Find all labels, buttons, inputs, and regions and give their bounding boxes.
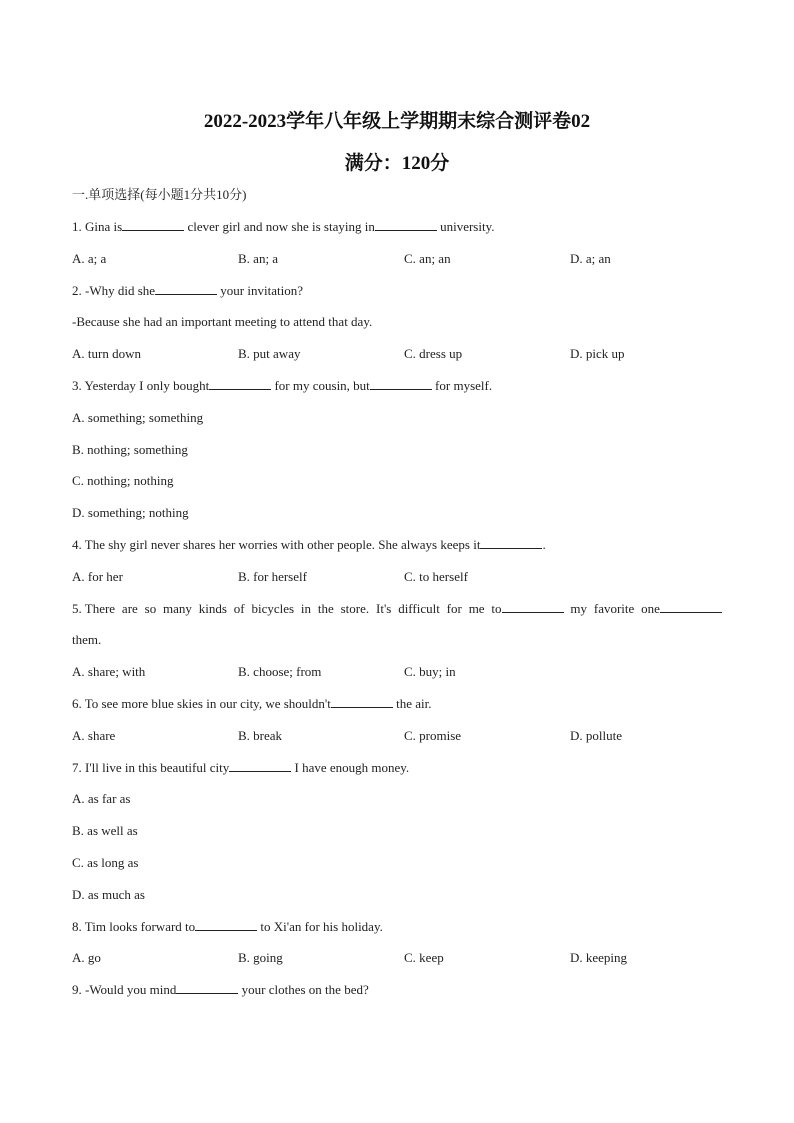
question-word: kinds (198, 601, 227, 616)
option-d: D. a; an (570, 251, 611, 266)
section-heading: 一.单项选择(每小题1分共10分) (72, 187, 247, 202)
answer-blank (502, 600, 564, 613)
option-c: C. dress up (404, 346, 463, 361)
question-word: of (233, 601, 245, 616)
option-a: A. as far as (72, 791, 131, 806)
option-c: C. an; an (404, 251, 451, 266)
option-b: B. going (238, 950, 283, 965)
option-c: C. as long as (72, 855, 139, 870)
option-c: C. keep (404, 950, 444, 965)
answer-blank (660, 600, 722, 613)
question-word: to (491, 601, 502, 616)
question-word: store. (340, 601, 370, 616)
question-text: the air. (396, 696, 432, 711)
question-text: 1. Gina is (72, 219, 123, 234)
question-word: the (317, 601, 334, 616)
option-d: D. keeping (570, 950, 628, 965)
question-text: for myself. (435, 378, 493, 393)
question-8 (72, 918, 383, 936)
total-score: 满分：120分 (344, 153, 450, 174)
question-word: so (144, 601, 157, 616)
question-2 (72, 282, 303, 300)
answer-blank (480, 536, 542, 549)
question-text: 6. To see more blue skies in our city, we shouldn't (72, 696, 331, 711)
question-word: for (446, 601, 462, 616)
option-d: D. pollute (570, 728, 622, 743)
question-3 (72, 377, 492, 395)
answer-blank (195, 918, 257, 931)
option-a: A. turn down (72, 346, 141, 361)
option-a: A. share (72, 728, 116, 743)
question-text: clever girl and now she is staying in (187, 219, 375, 234)
dialogue-reply: -Because she had an important meeting to attend that day. (72, 314, 373, 329)
answer-blank (122, 218, 184, 231)
option-a: A. a; a (72, 251, 107, 266)
answer-blank (370, 377, 432, 390)
answer-blank (176, 981, 238, 994)
option-c: C. promise (404, 728, 462, 743)
question-text: 7. I'll live in this beautiful city (72, 760, 230, 775)
question-word: bicycles (251, 601, 295, 616)
question-1 (72, 218, 495, 236)
answer-blank (331, 695, 393, 708)
question-text: 8. Tim looks forward to (72, 919, 196, 934)
question-word: my (570, 601, 588, 616)
question-5 (72, 600, 722, 618)
option-a: A. share; with (72, 664, 146, 679)
question-text: your clothes on the bed? (241, 982, 369, 997)
question-word: 5. There (72, 601, 116, 616)
option-b: B. for herself (238, 569, 307, 584)
question-text: for my cousin, but (274, 378, 370, 393)
option-b: B. nothing; something (72, 442, 188, 457)
question-continuation: them. (72, 632, 102, 647)
option-c: C. to herself (404, 569, 468, 584)
option-b: B. put away (238, 346, 301, 361)
option-b: B. an; a (238, 251, 279, 266)
question-text: to Xi'an for his holiday. (260, 919, 383, 934)
question-text: . (542, 537, 546, 552)
answer-blank (375, 218, 437, 231)
option-b: B. as well as (72, 823, 138, 838)
question-text: 3. Yesterday I only bought (72, 378, 210, 393)
option-b: B. break (238, 728, 283, 743)
question-text: 2. -Why did she (72, 283, 156, 298)
answer-blank (209, 377, 271, 390)
answer-blank (229, 759, 291, 772)
question-word: are (121, 601, 138, 616)
question-word: favorite (593, 601, 635, 616)
option-d: D. as much as (72, 887, 145, 902)
option-a: A. for her (72, 569, 123, 584)
option-d: D. pick up (570, 346, 625, 361)
page-title: 2022-2023学年八年级上学期期末综合测评卷02 (203, 111, 591, 132)
question-text: university. (440, 219, 495, 234)
option-c: C. buy; in (404, 664, 456, 679)
question-word: It's (376, 601, 392, 616)
question-7 (72, 759, 409, 777)
question-9 (72, 981, 369, 999)
question-word: in (300, 601, 312, 616)
question-text: 9. -Would you mind (72, 982, 177, 997)
question-word: me (468, 601, 485, 616)
question-text: your invitation? (220, 283, 303, 298)
option-a: A. something; something (72, 410, 204, 425)
option-a: A. go (72, 950, 101, 965)
option-b: B. choose; from (238, 664, 322, 679)
question-text: I have enough money. (294, 760, 410, 775)
question-4 (72, 536, 546, 554)
question-word: one (641, 601, 660, 616)
question-6 (72, 695, 432, 713)
option-c: C. nothing; nothing (72, 473, 174, 488)
question-word: difficult (398, 601, 440, 616)
answer-blank (155, 282, 217, 295)
question-text: 4. The shy girl never shares her worries with other people. She always keeps it (72, 537, 481, 552)
option-d: D. something; nothing (72, 505, 189, 520)
question-word: many (163, 601, 192, 616)
